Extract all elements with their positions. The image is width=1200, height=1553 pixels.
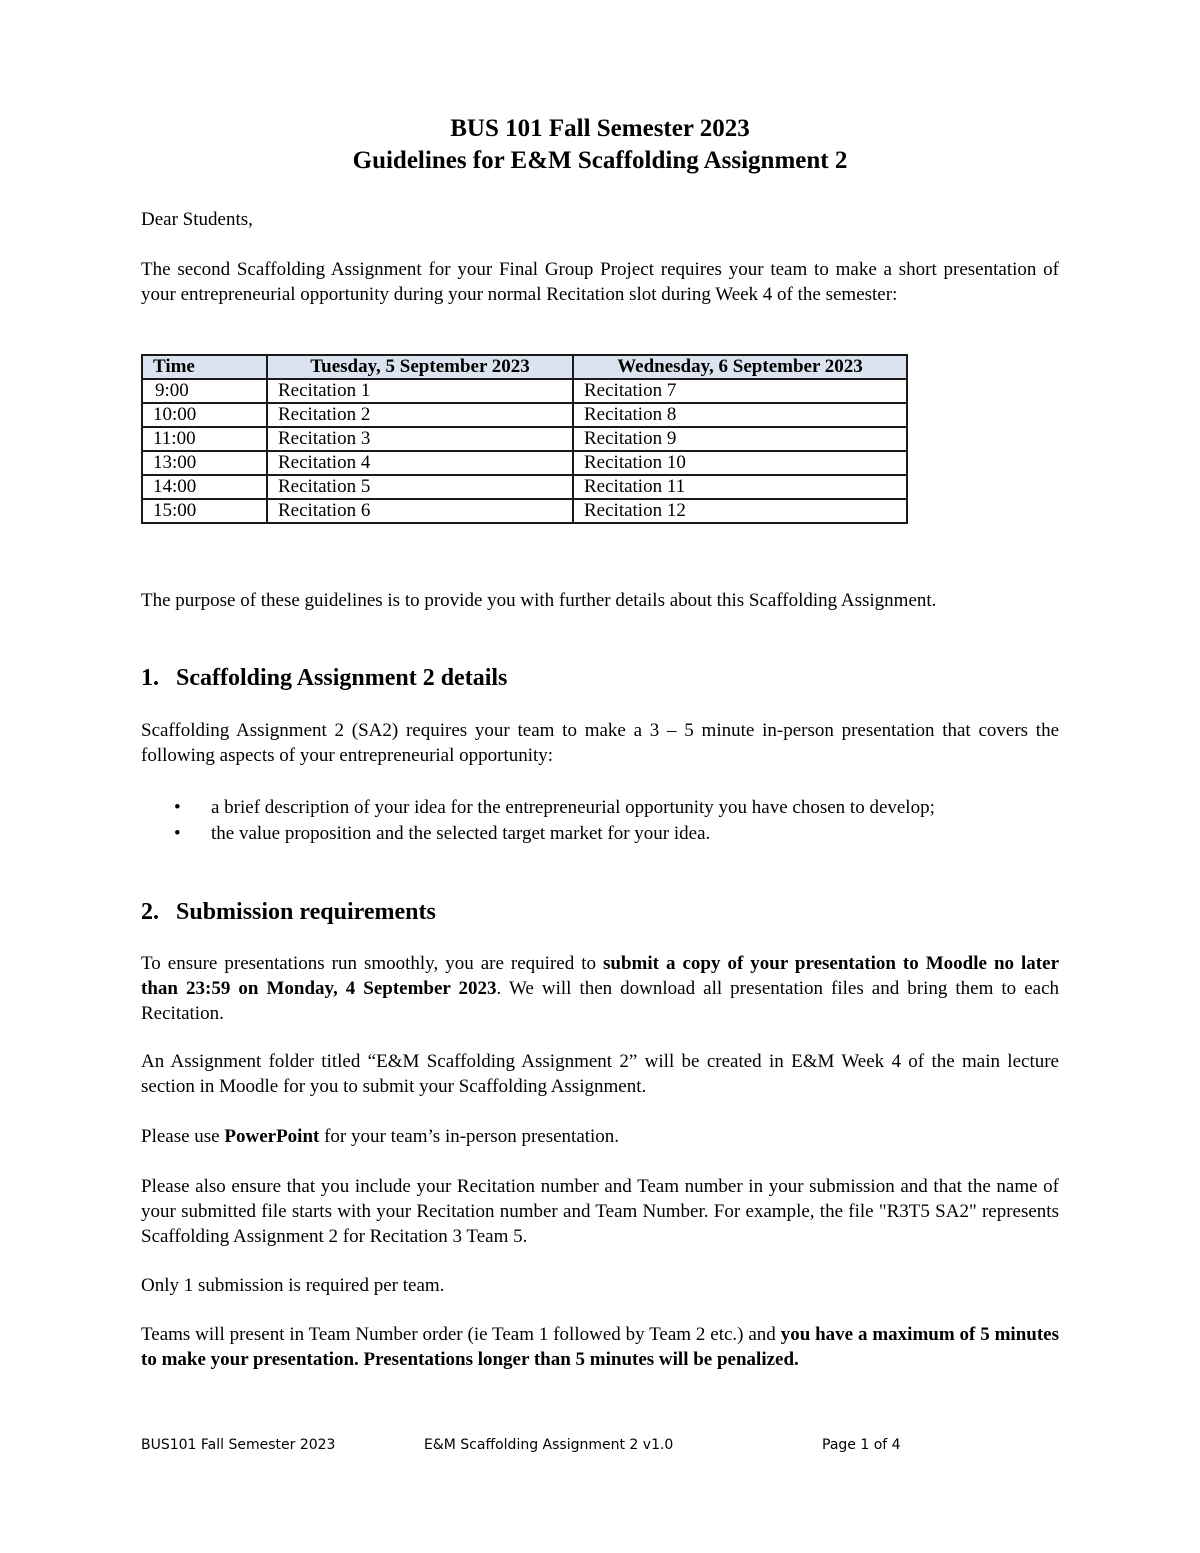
- text-run: Please use: [141, 1126, 225, 1147]
- table-cell: Recitation 1: [267, 379, 573, 403]
- time-limit-text: you have a maximum of 5 minutes to make your presentation. Presentations longer than 5 minutes will be penalized.: [141, 1324, 1059, 1370]
- list-item-text: a brief description of your idea for the entrepreneurial opportunity you have chosen to develop;: [211, 797, 935, 818]
- table-row: [142, 451, 907, 475]
- table-row: [142, 475, 907, 499]
- document-title: BUS 101 Fall Semester 2023: [450, 115, 750, 142]
- bullet-icon: •: [174, 797, 181, 818]
- footer-left: BUS101 Fall Semester 2023: [141, 1437, 336, 1453]
- table-cell: Recitation 8: [573, 403, 907, 427]
- purpose-paragraph: The purpose of these guidelines is to provide you with further details about this Scaffolding Assignment.: [141, 590, 937, 611]
- list-item: [141, 795, 935, 821]
- text-run: for your team’s in-person presentation.: [319, 1126, 620, 1147]
- assignment-folder-paragraph: An Assignment folder titled “E&M Scaffolding Assignment 2” will be created in E&M Week 4 of the main lecture section in Moodle for you to submit your Scaffolding Assignment.: [141, 1051, 1059, 1097]
- naming-paragraph: Please also ensure that you include your Recitation number and Team number in your submission and that the name of your submitted file starts with your Recitation number and Team Number. For example, the file "R3T5 SA2" represents Scaffolding Assignment 2 for Recitation 3 Team 5.: [141, 1176, 1059, 1247]
- table-cell: Recitation 2: [267, 403, 573, 427]
- table-cell: 9:00: [142, 379, 267, 403]
- table-row: [142, 427, 907, 451]
- table-cell: Recitation 10: [573, 451, 907, 475]
- table-cell: Recitation 7: [573, 379, 907, 403]
- table-cell: Recitation 3: [267, 427, 573, 451]
- intro-paragraph: The second Scaffolding Assignment for your Final Group Project requires your team to make a short presentation of your entrepreneurial opportunity during your normal Recitation slot during Week 4 of the semester:: [141, 259, 1059, 305]
- table-row: [142, 403, 907, 427]
- table-cell: 14:00: [142, 475, 267, 499]
- greeting: Dear Students,: [141, 209, 253, 230]
- bullet-icon: •: [174, 823, 181, 844]
- table-cell: Recitation 4: [267, 451, 573, 475]
- table-cell: 15:00: [142, 499, 267, 523]
- deadline-text: submit a copy of your presentation to Moodle no later than 23:59 on Monday, 4 September 2023: [141, 953, 1059, 999]
- list-item-text: the value proposition and the selected target market for your idea.: [211, 823, 711, 844]
- submission-paragraph: [141, 951, 1059, 1026]
- document-subtitle: Guidelines for E&M Scaffolding Assignment 2: [352, 147, 848, 174]
- table-cell: Recitation 6: [267, 499, 573, 523]
- table-cell: 10:00: [142, 403, 267, 427]
- text-run: To ensure presentations run smoothly, you are required to: [141, 953, 603, 974]
- presentation-order-paragraph: [141, 1322, 1059, 1372]
- one-submission-paragraph: Only 1 submission is required per team.: [141, 1275, 445, 1296]
- powerpoint-paragraph: [141, 1124, 1059, 1149]
- table-header-row: [142, 355, 907, 379]
- table-cell: Recitation 11: [573, 475, 907, 499]
- section-1-body: Scaffolding Assignment 2 (SA2) requires your team to make a 3 – 5 minute in-person presentation that covers the following aspects of your entrepreneurial opportunity:: [141, 720, 1059, 766]
- section-title: Submission requirements: [176, 899, 436, 925]
- list-item: [141, 821, 935, 847]
- recitation-schedule-table: [141, 354, 908, 524]
- table-row: [142, 379, 907, 403]
- powerpoint-text: PowerPoint: [224, 1126, 320, 1147]
- section-2-heading: [141, 897, 436, 927]
- table-cell: 13:00: [142, 451, 267, 475]
- table-header-cell: Wednesday, 6 September 2023: [573, 355, 907, 379]
- section-number: 2.: [141, 899, 159, 925]
- section-1-heading: [141, 663, 507, 693]
- aspects-list: [141, 795, 935, 847]
- footer-center: E&M Scaffolding Assignment 2 v1.0: [424, 1437, 674, 1453]
- table-row: [142, 499, 907, 523]
- table-cell: Recitation 9: [573, 427, 907, 451]
- text-run: . We will then download all presentation files and bring them to each Recitation.: [141, 978, 1060, 1024]
- section-title: Scaffolding Assignment 2 details: [176, 665, 508, 691]
- table-header-cell: Time: [142, 355, 267, 379]
- table-cell: 11:00: [142, 427, 267, 451]
- footer-page-number: Page 1 of 4: [822, 1437, 901, 1453]
- table-cell: Recitation 5: [267, 475, 573, 499]
- section-number: 1.: [141, 665, 159, 691]
- table-cell: Recitation 12: [573, 499, 907, 523]
- text-run: Teams will present in Team Number order (ie Team 1 followed by Team 2 etc.) and: [141, 1324, 781, 1345]
- table-header-cell: Tuesday, 5 September 2023: [267, 355, 573, 379]
